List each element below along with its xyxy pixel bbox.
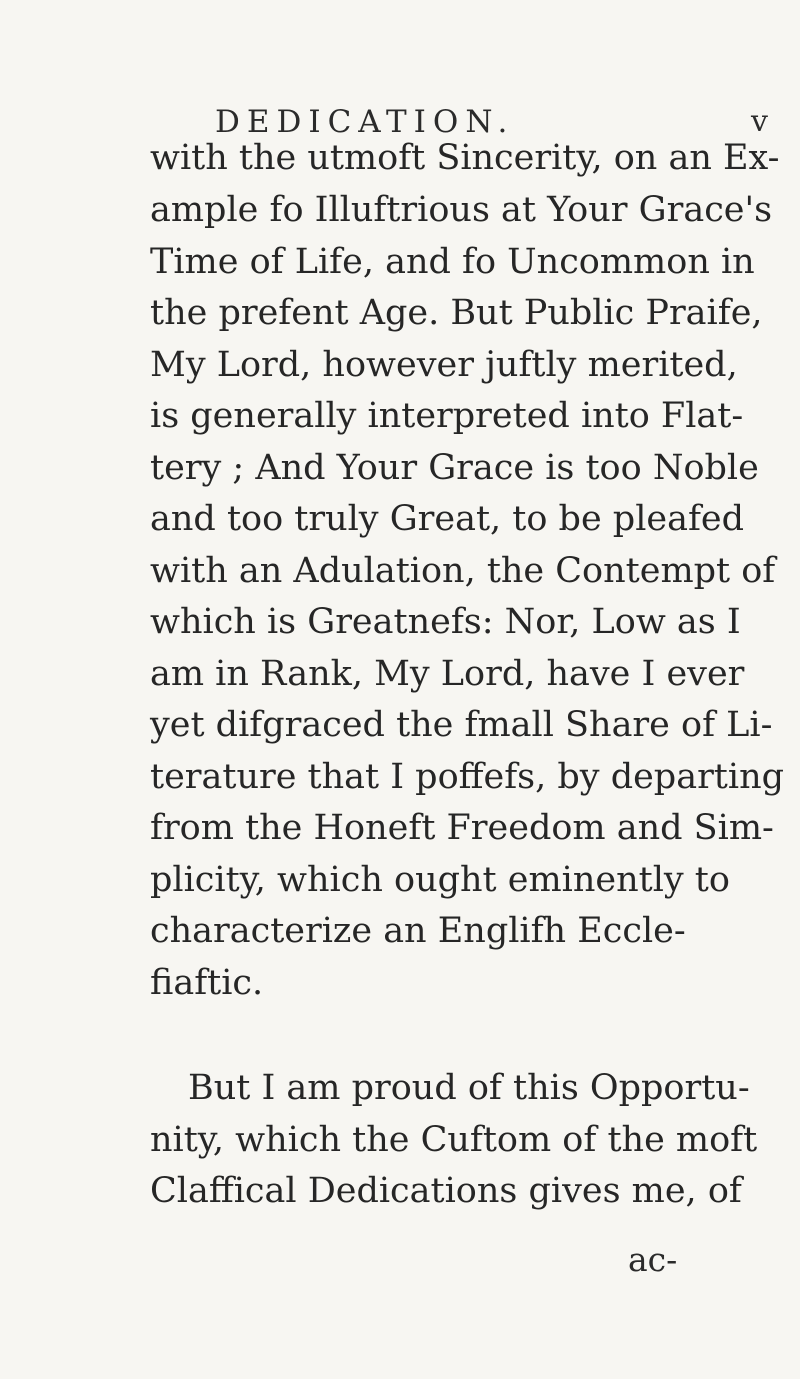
text-line: tery ; And Your Grace is too Noble <box>150 448 759 488</box>
text-line: nity, which the Cuftom of the moft <box>150 1120 758 1160</box>
text-line: characterize an Englifh Eccle- <box>150 911 686 951</box>
text-line: and too truly Great, to be pleafed <box>150 499 745 539</box>
text-line: terature that I poffefs, by departing <box>150 757 785 797</box>
text-line: which is Greatnefs: Nor, Low as I <box>150 602 741 642</box>
text-line: with the utmoft Sincerity, on an Ex- <box>150 138 780 178</box>
text-line: fiaftic. <box>150 963 264 1003</box>
text-line: My Lord, however juftly merited, <box>150 345 738 385</box>
text-line: is generally interpreted into Flat- <box>150 396 744 436</box>
text-line: from the Honeft Freedom and Sim- <box>150 808 774 848</box>
page-number: v <box>751 104 768 139</box>
text-line: yet difgraced the fmall Share of Li- <box>150 705 773 745</box>
text-line: ample fo Illuftrious at Your Grace's <box>150 190 773 230</box>
text-line: Claffical Dedications gives me, of <box>150 1171 742 1211</box>
text-line: the prefent Age. But Public Praife, <box>150 293 763 333</box>
running-title: DEDICATION. <box>215 104 515 140</box>
text-line: But I am proud of this Opportu- <box>188 1068 750 1108</box>
text-line: plicity, which ought eminently to <box>150 860 730 900</box>
text-line: Time of Life, and fo Uncommon in <box>150 242 755 282</box>
text-line: am in Rank, My Lord, have I ever <box>150 654 745 694</box>
catchword: ac- <box>628 1240 678 1279</box>
text-line: with an Adulation, the Contempt of <box>150 551 776 591</box>
